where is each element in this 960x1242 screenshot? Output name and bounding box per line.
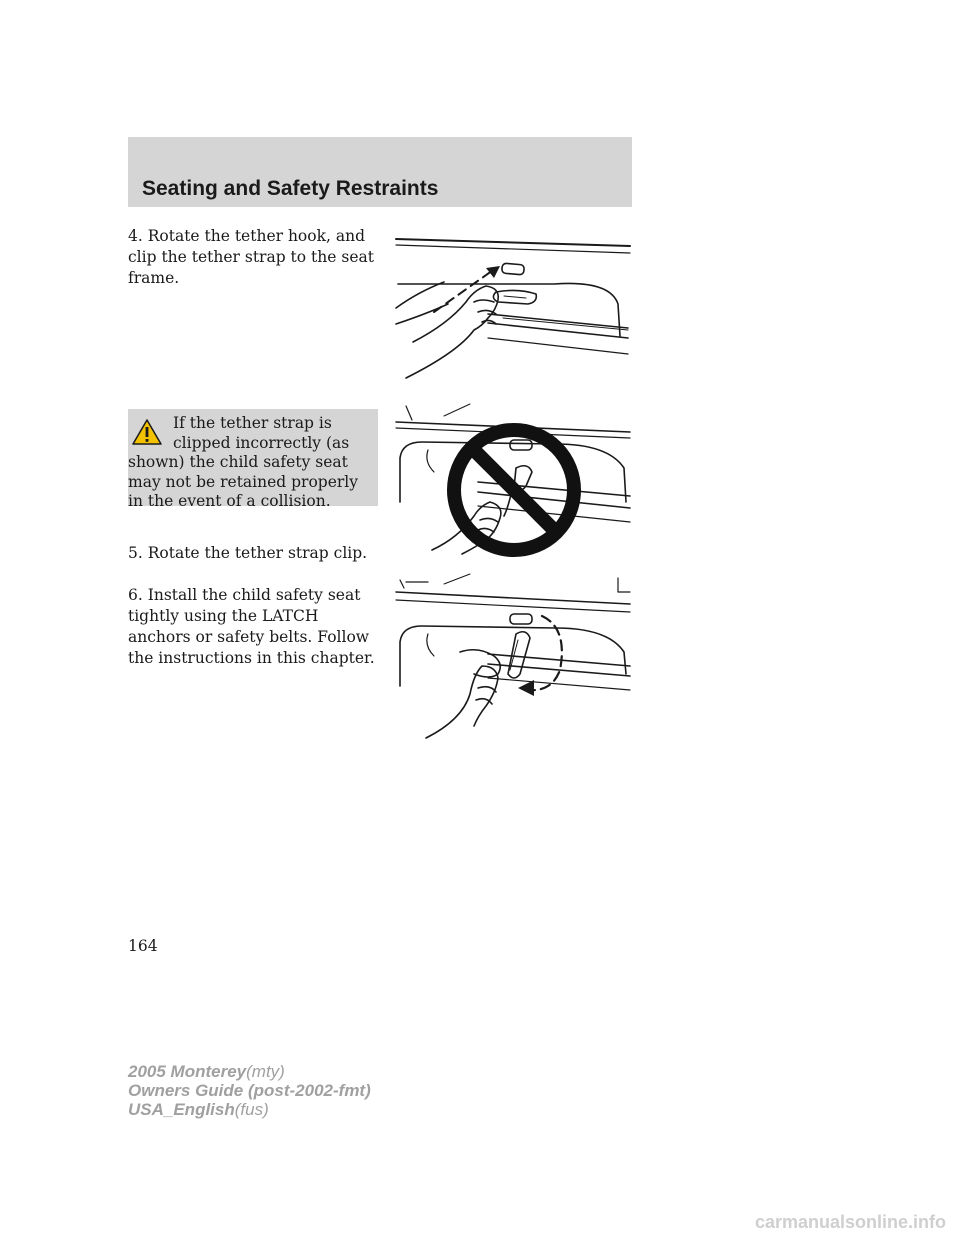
footer-model: 2005 Monterey — [128, 1062, 247, 1081]
incorrect-tether-clip-illustration — [378, 398, 638, 564]
footer-language: USA_English — [128, 1100, 235, 1119]
page-number: 164 — [128, 937, 158, 955]
watermark: carmanualsonline.info — [754, 1212, 946, 1232]
footer-guide: Owners Guide (post-2002-fmt) — [128, 1081, 371, 1100]
step-5-text: 5. Rotate the tether strap clip. — [128, 544, 368, 562]
rotate-tether-clip-illustration — [378, 570, 638, 742]
warning-text: If the tether strap is clipped incorrectly (as shown) the child safety seat may not be retained properly in the event of a collision. — [128, 414, 359, 510]
footer-language-code: (fus) — [234, 1100, 269, 1119]
step-4-text: 4. Rotate the tether hook, and clip the tether strap to the seat frame. — [128, 227, 374, 287]
document-footer — [128, 1062, 371, 1119]
step-6-text: 6. Install the child safety seat tightly using the LATCH anchors or safety belts. Follow the instructions in this chapter. — [128, 586, 375, 667]
tether-hook-clip-illustration — [378, 226, 638, 382]
section-title: Seating and Safety Restraints — [142, 177, 439, 200]
footer-model-code: (mty) — [246, 1062, 285, 1081]
